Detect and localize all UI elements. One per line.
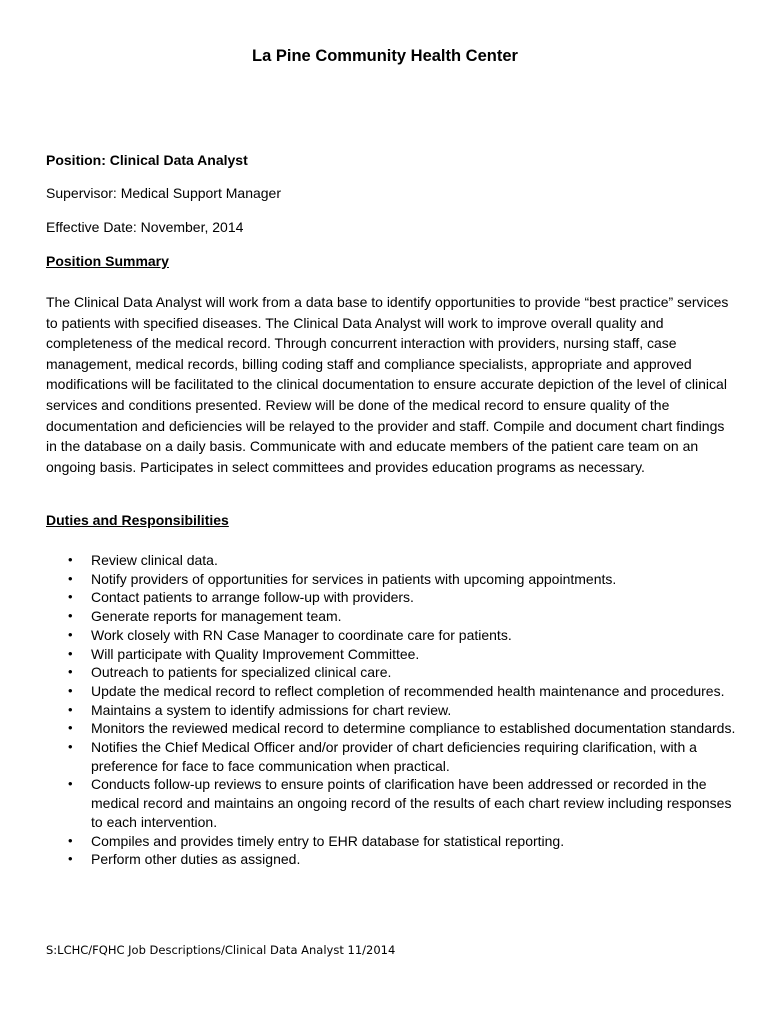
bullet-icon: • xyxy=(68,626,73,642)
duty-text: Compiles and provides timely entry to EHR database for statistical reporting. xyxy=(91,832,565,849)
duty-item xyxy=(46,719,736,738)
bullet-icon: • xyxy=(68,832,73,848)
bullet-icon: • xyxy=(68,851,73,867)
position-summary-heading: Position Summary xyxy=(46,253,169,269)
document-title: La Pine Community Health Center xyxy=(252,47,518,65)
bullet-icon: • xyxy=(68,682,73,698)
duty-text: Notifies the Chief Medical Officer and/or provider of chart deficiencies requiring clarification, with a preference for face to face communication when practical. xyxy=(91,739,697,774)
duty-item xyxy=(46,588,736,607)
duty-text: Review clinical data. xyxy=(91,552,218,568)
position-field: Position: Clinical Data Analyst xyxy=(46,152,248,168)
bullet-icon: • xyxy=(68,570,73,586)
duty-text: Perform other duties as assigned. xyxy=(91,851,301,868)
duty-text: Monitors the reviewed medical record to determine compliance to established documentation standards. xyxy=(91,720,736,737)
bullet-icon: • xyxy=(68,645,73,661)
duty-text: Conducts follow-up reviews to ensure points of clarification have been addressed or recorded in the medical record and maintains an ongoing record of the results of each chart review including responses to each intervention. xyxy=(91,776,732,830)
duty-text: Maintains a system to identify admissions for chart review. xyxy=(91,701,452,718)
duties-heading: Duties and Responsibilities xyxy=(46,512,229,528)
bullet-icon: • xyxy=(68,739,73,755)
duty-item xyxy=(46,775,736,831)
bullet-icon: • xyxy=(68,776,73,792)
duty-item xyxy=(46,570,736,589)
duty-item xyxy=(46,682,736,701)
duty-item xyxy=(46,738,736,775)
duties-list xyxy=(46,551,736,869)
duty-text: Will participate with Quality Improvement Committee. xyxy=(91,645,420,662)
bullet-icon: • xyxy=(68,608,73,624)
bullet-icon: • xyxy=(68,664,73,680)
duty-item xyxy=(46,832,736,851)
duty-text: Work closely with RN Case Manager to coordinate care for patients. xyxy=(91,626,512,643)
supervisor-field: Supervisor: Medical Support Manager xyxy=(46,185,282,201)
duty-text: Notify providers of opportunities for services in patients with upcoming appointments. xyxy=(91,570,617,587)
duty-item xyxy=(46,645,736,664)
document-footer: S:LCHC/FQHC Job Descriptions/Clinical Data Analyst 11/2014 xyxy=(46,943,396,957)
duty-item xyxy=(46,607,736,626)
duty-text: Outreach to patients for specialized clinical care. xyxy=(91,664,392,681)
duty-item xyxy=(46,701,736,720)
duty-item xyxy=(46,626,736,645)
bullet-icon: • xyxy=(68,552,73,567)
duty-item xyxy=(46,663,736,682)
duty-item xyxy=(46,551,736,570)
bullet-icon: • xyxy=(68,720,73,736)
bullet-icon: • xyxy=(68,701,73,717)
effective-date-field: Effective Date: November, 2014 xyxy=(46,219,244,235)
duty-item xyxy=(46,850,736,869)
duty-text: Update the medical record to reflect completion of recommended health maintenance and procedures. xyxy=(91,682,725,699)
position-summary-text: The Clinical Data Analyst will work from a data base to identify opportunities to provide “best practice” services to patients with specified diseases. The Clinical Data Analyst will work to improve overall quality and completeness of the medical record. Through concurrent interaction with providers, nursing staff, case management, medical records, billing coding staff and compliance specialists, appropriate and approved modifications will be facilitated to the clinical documentation to ensure accurate depiction of the level of clinical services and conditions presented. Review will be done of the medical record to ensure quality of the documentation and deficiencies will be relayed to the provider and staff. Compile and document chart findings in the database on a daily basis. Communicate with and educate members of the patient care team on an ongoing basis. Participates in select committees and provides education programs as necessary. xyxy=(46,294,729,475)
duty-text: Contact patients to arrange follow-up with providers. xyxy=(91,589,414,606)
bullet-icon: • xyxy=(68,589,73,605)
duty-text: Generate reports for management team. xyxy=(91,608,342,625)
